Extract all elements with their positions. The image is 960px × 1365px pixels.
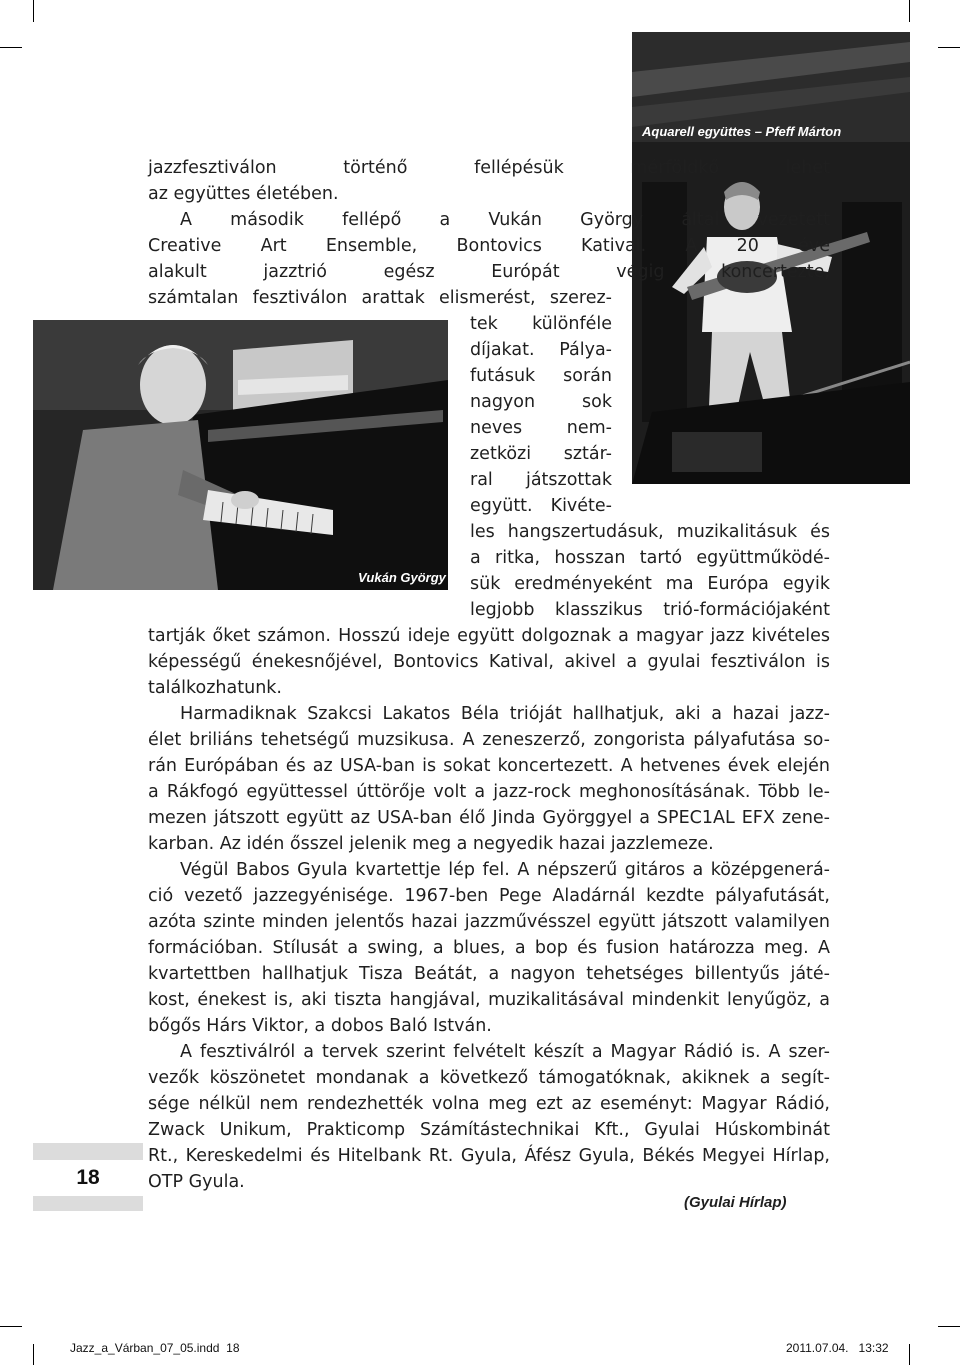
text-line: kost, énekest is, aki tiszta hangjával, muzikalitásával mindenkit lenyűgöz, a bbox=[148, 990, 830, 1010]
page-number-bar bbox=[33, 1143, 143, 1160]
text-line: képességű énekesnőjével, Bontovics Katival, akivel a gyulai fesztiválon is bbox=[148, 652, 830, 672]
text-line: neves nem- bbox=[470, 418, 612, 438]
text-line: karban. Az idén ősszel jelenik meg a negyedik hazai jazzlemeze. bbox=[148, 834, 714, 854]
text-line: azóta szinte minden jelentős hazai jazzművésszel együtt játszott valamilyen bbox=[148, 912, 830, 932]
footer-date: 2011.07.04. bbox=[786, 1341, 849, 1355]
text-line: ció vezető jazzegyénisége. 1967-ben Pege Aladárnál kezdte pályafutását, bbox=[148, 886, 830, 906]
text-line: díjakat. Pálya- bbox=[470, 340, 612, 360]
top-photo-caption: Aquarell együttes – Pfeff Márton bbox=[642, 124, 842, 139]
text-line: futásuk során bbox=[470, 366, 612, 386]
text-line: bőgős Hárs Viktor, a dobos Baló István. bbox=[148, 1016, 492, 1036]
crop-mark bbox=[0, 1326, 22, 1327]
text-line: jazzfesztiválon történő fellépésük mérföldkő lehet bbox=[148, 158, 830, 178]
footer-time: 13:32 bbox=[858, 1341, 889, 1355]
text-line: Harmadiknak Szakcsi Lakatos Béla trióját hallhatjuk, aki a hazai jazz- bbox=[180, 704, 830, 724]
text-line: a ritka, hosszan tartó együttműködé- bbox=[470, 548, 830, 568]
crop-mark bbox=[938, 1326, 960, 1327]
text-line: Rt., Kereskedelmi és Hitelbank Rt. Gyula, Áfész Gyula, Békés Megyei Hírlap, bbox=[148, 1146, 830, 1166]
crop-mark bbox=[909, 1344, 910, 1365]
footer-page: 18 bbox=[226, 1341, 240, 1355]
footer-timestamp bbox=[786, 1341, 889, 1355]
text-line: OTP Gyula. bbox=[148, 1172, 245, 1192]
text-line: alakult jazztrió egész Európát végig koncertezte, bbox=[148, 262, 830, 282]
pianist-photo bbox=[33, 320, 448, 590]
text-line: zetközi sztár- bbox=[470, 444, 612, 464]
crop-mark bbox=[33, 1344, 34, 1365]
text-line: sége nélkül nem rendezhették volna meg ezt az eseményt: Magyar Rádió, bbox=[148, 1094, 830, 1114]
page-number-bar bbox=[33, 1196, 143, 1211]
text-line: legjobb klasszikus trió-formációjaként bbox=[470, 600, 830, 620]
crop-mark bbox=[0, 47, 22, 48]
text-line: vezők köszönetet mondanak a következő támogatóknak, akiknek a segít- bbox=[148, 1068, 830, 1088]
text-line: ral játszottak bbox=[470, 470, 612, 490]
crop-mark bbox=[938, 47, 960, 48]
crop-mark bbox=[909, 0, 910, 22]
text-line: a Rákfogó együttessel úttörője volt a jazz-rock meghonosításának. Több le- bbox=[148, 782, 830, 802]
left-photo-caption: Vukán György bbox=[358, 570, 446, 585]
text-line: sük eredményeként ma Európa egyik bbox=[470, 574, 830, 594]
source-signature: (Gyulai Hírlap) bbox=[684, 1194, 787, 1211]
text-line: tek különféle bbox=[470, 314, 612, 334]
footer-filename bbox=[70, 1341, 240, 1355]
text-line: élet briliáns tehetségű muzsikusa. A zeneszerző, zongorista pályafutása so- bbox=[148, 730, 830, 750]
text-line: számtalan fesztiválon arattak elismerést, szerez- bbox=[148, 288, 612, 308]
text-line: les hangszertudásuk, muzikalitásuk és bbox=[470, 522, 830, 542]
text-line: rán Európában és az USA-ban is sokat koncertezett. A hetvenes évek elején bbox=[148, 756, 830, 776]
text-line: A második fellépő a Vukán György által vezetett bbox=[180, 210, 830, 230]
text-line: tartják őket számon. Hosszú ideje együtt dolgoznak a magyar jazz kivételes bbox=[148, 626, 830, 646]
text-line: nagyon sok bbox=[470, 392, 612, 412]
text-line: A fesztiválról a tervek szerint felvételt készít a Magyar Rádió is. A szer- bbox=[180, 1042, 830, 1062]
text-line: az együttes életében. bbox=[148, 184, 339, 204]
text-line: találkozhatunk. bbox=[148, 678, 282, 698]
text-line: Végül Babos Gyula kvartettje lép fel. A népszerű gitáros a középgenerá- bbox=[180, 860, 830, 880]
crop-mark bbox=[33, 0, 34, 22]
text-line: formációban. Stílusát a swing, a blues, a bop és fusion határozza meg. A bbox=[148, 938, 830, 958]
text-line: Zwack Unikum, Prakticomp Számítástechnikai Kft., Gyulai Húskombinát bbox=[148, 1120, 830, 1140]
text-line: mezen játszott együtt az USA-ban élő Jinda Györggyel a SPEC1AL EFX zene- bbox=[148, 808, 830, 828]
footer-file: Jazz_a_Várban_07_05.indd bbox=[70, 1341, 220, 1355]
text-line: együtt. Kivéte- bbox=[470, 496, 612, 516]
text-line: Creative Art Ensemble, Bontovics Katival. A 20 éve bbox=[148, 236, 830, 256]
page-number: 18 bbox=[76, 1166, 100, 1189]
text-line: kvartettben hallhatjuk Tisza Beátát, a nagyon tehetséges billentyűs játé- bbox=[148, 964, 830, 984]
